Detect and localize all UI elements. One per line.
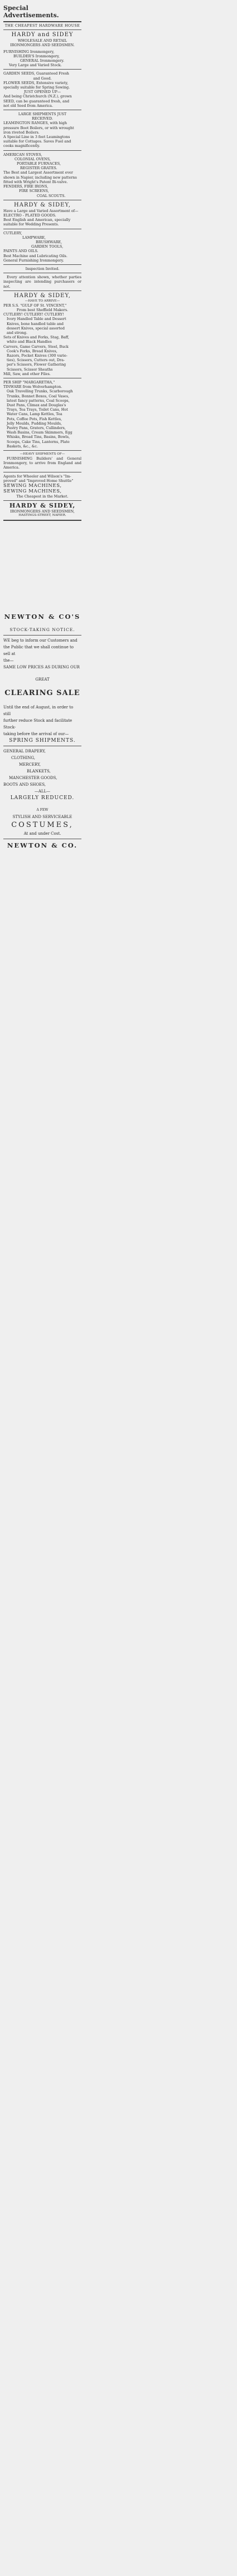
list-item: Best Machine and Lubricating Oils. xyxy=(3,253,67,258)
list-item: Very Large and Varied Stock. xyxy=(9,63,62,68)
list-item: iron riveted Boilers. xyxy=(3,130,40,135)
list-item: RECEIVED. xyxy=(32,116,53,121)
list-item: the— xyxy=(3,658,14,663)
list-item: Have a Large and Varied Assortment of— xyxy=(3,208,79,213)
list-item: Oak Travelling Trunks, Scarborough xyxy=(7,389,73,394)
newton-notice: STOCK-TAKING NOTICE. xyxy=(9,627,75,632)
list-item: cooks magnificently. xyxy=(3,144,40,149)
list-item: TINWARE from Wolverhampton. xyxy=(3,385,62,390)
spacer xyxy=(3,683,81,688)
list-item: the Public that we shall continue to sell at xyxy=(3,645,74,656)
list-item: dessert Knives, special assorted xyxy=(7,326,65,331)
spacer xyxy=(3,801,81,807)
list-item: BUILDER'S Ironmongery, xyxy=(13,53,60,58)
list-item: FIRE SCREENS, xyxy=(19,189,49,194)
list-item: A Special Line in 3 feet Leamingtons xyxy=(3,135,70,140)
list-item: proved" and "Improved Home Shuttle" xyxy=(3,478,74,483)
list-item: Razors, Pocket Knives (300 varie- xyxy=(7,353,67,358)
newton-sign: NEWTON & CO. xyxy=(7,841,78,849)
hardy-name-3: HARDY & SIDEY, xyxy=(14,292,71,299)
list-item: The Best and Largest Assortment ever xyxy=(3,170,73,175)
hardy-desc2: IRONMONGERS AND SEEDSMEN. xyxy=(10,43,75,48)
list-item: Knives, bone handled table and xyxy=(7,321,64,326)
list-item: Trunks, Bonnet Boxes, Coal Vases, xyxy=(7,393,70,398)
list-item: SEWING MACHINES, xyxy=(3,483,62,489)
list-item: ties), Scissors, Cutters out, Dra- xyxy=(7,358,65,363)
newton-until xyxy=(3,704,81,737)
list-item: Scoops, Cake Tins, Lanterns, Plate xyxy=(7,439,70,444)
list-item: Dust Pans, Climax and Douglas's xyxy=(7,403,66,408)
list-item: Jelly Moulds, Pudding Moulds, xyxy=(7,421,62,426)
divider xyxy=(3,150,81,151)
hardy-footer-address: HASTINGS-STREET, NAPIER. xyxy=(18,514,66,518)
header-rule xyxy=(3,21,81,22)
newton-clearing: CLEARING SALE xyxy=(4,689,80,697)
list-item: not old Seed from America. xyxy=(3,103,53,108)
list-item: white and Black Handles xyxy=(7,339,52,344)
list-item: WE beg to inform our Customers and xyxy=(3,638,78,643)
list-item: REGISTER GRATES. xyxy=(20,166,57,171)
list-item: COAL SCOUTS. xyxy=(37,193,66,198)
list-item: and Good. xyxy=(33,76,52,81)
list-item: GENERAL DRAPERY, xyxy=(3,749,46,753)
divider xyxy=(3,29,81,30)
newton-costumes: COSTUMES, xyxy=(11,821,74,829)
list-item: FURNISHING Ironmongery, xyxy=(3,49,55,54)
newton-great: GREAT xyxy=(35,677,50,682)
footer-rule xyxy=(3,520,81,521)
hardy-ironmongery-list xyxy=(3,50,81,68)
list-item: Agents for Wheeler and Wilson's "Im- xyxy=(3,474,71,479)
list-item: Pots, Coffee Pots, Fish Kettles, xyxy=(7,416,62,421)
list-item: BRUSHWARE, xyxy=(36,239,62,244)
list-item: Mill, Saw, and other Files. xyxy=(3,371,51,376)
list-item: Ivory Handled Table and Dessert xyxy=(7,317,66,322)
list-item: BOOTS AND SHOES, xyxy=(3,782,46,787)
list-item: GARDEN SEEDS, Guaranteed Fresh xyxy=(3,71,69,76)
newton-stylish: STYLISH AND SERVICEABLE xyxy=(12,815,72,819)
list-item: ELECTRO - PLATED GOODS. xyxy=(3,213,56,218)
list-item: Pastry Pans, Graters, Cullinders, xyxy=(7,426,66,431)
list-item: SEWING MACHINES, xyxy=(3,489,62,495)
list-item: MANCHESTER GOODS, xyxy=(9,776,57,780)
hardy-footer-name: HARDY & SIDEY, xyxy=(9,502,76,510)
hardy-desc1: WHOLESALE AND RETAIL xyxy=(17,38,67,43)
newton-beg xyxy=(3,637,81,664)
list-item: further reduce Stock and facilitate Stock- xyxy=(3,718,72,730)
list-item: specially suitable for Spring Sowing. xyxy=(3,85,70,90)
newton-at-cost: At and under Cost. xyxy=(23,831,61,836)
list-item: Best English and American, specially xyxy=(3,218,71,223)
newton-title: NEWTON & CO'S xyxy=(4,613,81,620)
hardy-arrive: —HAVE TO ARRIVE— xyxy=(25,299,60,303)
list-item: Trays, Tea Trays, Toilet Cans, Hot xyxy=(7,407,68,412)
hardy-seeds xyxy=(3,71,81,108)
hardy-sidey-advertisement xyxy=(3,4,81,522)
list-item: GARDEN TOOLS, xyxy=(31,244,64,249)
divider xyxy=(3,450,81,451)
newton-all: —ALL— xyxy=(34,789,51,794)
newton-a-few: A FEW xyxy=(36,808,49,812)
list-item: fitted with Wright's Patent Bi-valve. xyxy=(3,179,68,184)
list-item: Inspection Invited. xyxy=(25,266,60,271)
list-item: CUTLERY, xyxy=(3,230,22,235)
hardy-furnishing: FURNISHING Builders' and General Ironmongery, to arrive from England and America. xyxy=(3,456,81,470)
list-item: PER SHIP "MARGARETHA," xyxy=(3,380,55,385)
hardy-plated xyxy=(3,209,81,227)
list-item: LAMPWARE, xyxy=(22,235,46,240)
list-item: shown in Napier, including new patterns xyxy=(3,175,77,180)
spacer xyxy=(3,671,81,676)
list-item: Wash Basins, Cream Skimmers, Egg xyxy=(7,430,72,435)
list-item: suitable for Cottages. Saves Fuel and xyxy=(3,139,71,144)
newton-same-low: SAME LOW PRICES AS DURING OUR xyxy=(3,665,80,669)
list-item: FLOWER SEEDS, Extensive variety, xyxy=(3,80,69,85)
list-item: COLONIAL OVENS, xyxy=(14,156,51,161)
hardy-stoves xyxy=(3,152,81,198)
divider xyxy=(3,69,81,70)
list-item: Scissors, Scissor Sheaths xyxy=(7,367,53,372)
list-item: JUST OPENED UP— xyxy=(23,90,61,95)
list-item: The Cheapest in the Market. xyxy=(16,494,69,499)
newton-reduced: LARGELY REDUCED. xyxy=(10,795,75,801)
list-item: CUTLERY! CUTLERY! CUTLERY! xyxy=(3,312,64,317)
hardy-vincent xyxy=(3,303,81,376)
hardy-boilers xyxy=(3,112,81,149)
list-item: SEED, can be guaranteed fresh, and xyxy=(3,98,70,104)
section-header: Special Advertisements. xyxy=(3,4,59,19)
hardy-attention: Every attention shown, whether parties inspecting are intending purchasers or not. xyxy=(3,275,81,289)
list-item: CLOTHING, xyxy=(11,756,35,760)
newton-spring: SPRING SHIPMENTS. xyxy=(9,738,76,743)
hardy-footer-desc: IRONMONGERS AND SEEDSMEN, xyxy=(10,509,75,514)
hardy-name: HARDY and SIDEY xyxy=(11,32,74,38)
list-item: PAINTS AND OILS. xyxy=(3,249,38,254)
list-item: GENERAL Ironmongery. xyxy=(20,58,65,63)
list-item: Until the end of August, in order to still xyxy=(3,705,74,716)
list-item: Cook's Forks, Bread Knives, xyxy=(7,348,57,353)
list-item: Carvers, Game Carvers, Steel, Buck xyxy=(3,344,69,349)
list-item: General Furnishing Ironmongery. xyxy=(3,258,64,263)
list-item: Sets of Knives and Forks, Stag, Baff, xyxy=(3,335,69,340)
list-item: MERCERY, xyxy=(19,762,41,767)
list-item: and strong. xyxy=(7,330,28,335)
list-item: LARGE SHIPMENTS JUST xyxy=(18,112,67,117)
list-item: suitable for Wedding Presents. xyxy=(3,222,59,227)
list-item: And being Christchurch (N.Z.), grown xyxy=(3,94,72,99)
list-item: BLANKETS, xyxy=(27,769,51,774)
list-item: From best Sheffield Makers. xyxy=(16,307,69,312)
list-item: PORTABLE FURNACES, xyxy=(17,161,61,166)
list-item: LEAMINGTON RANGES, with high xyxy=(3,121,67,126)
hardy-name-2: HARDY & SIDEY, xyxy=(14,201,71,208)
list-item: PER S.S. "GULF OF St. VINCENT," xyxy=(3,303,67,308)
newton-advertisement xyxy=(3,612,81,850)
list-item: pressure Boot Boilers, or with wrought xyxy=(3,125,74,130)
list-item: taking before the arrival of our— xyxy=(3,732,69,736)
hardy-heavy: —HEAVY SHIPMENTS OF— xyxy=(20,452,65,456)
list-item: AMERICAN STOVES, xyxy=(3,152,42,157)
divider xyxy=(3,500,81,501)
hardy-tagline: THE CHEAPEST HARDWARE HOUSE xyxy=(4,23,80,28)
spacer xyxy=(3,621,81,627)
list-item: Baskets, &c., &c. xyxy=(7,444,38,449)
divider xyxy=(3,635,81,636)
list-item: Whisks, Bread Tins, Basins, Bowls, xyxy=(7,435,70,440)
hardy-agents xyxy=(3,474,81,499)
divider xyxy=(3,290,81,291)
list-item: per's Scissors, Flower Gathering xyxy=(7,362,66,367)
divider xyxy=(3,264,81,265)
list-item: latest fancy patterns, Coal Scoops, xyxy=(7,398,70,403)
hardy-cutlery xyxy=(3,231,81,272)
newton-goods xyxy=(3,748,81,788)
list-item: FENDERS, FIRE IRONS, xyxy=(3,184,49,189)
hardy-margaretha xyxy=(3,380,81,449)
spacer xyxy=(3,698,81,704)
list-item: Water Cans, Lamp Kettles, Tea xyxy=(7,412,62,417)
